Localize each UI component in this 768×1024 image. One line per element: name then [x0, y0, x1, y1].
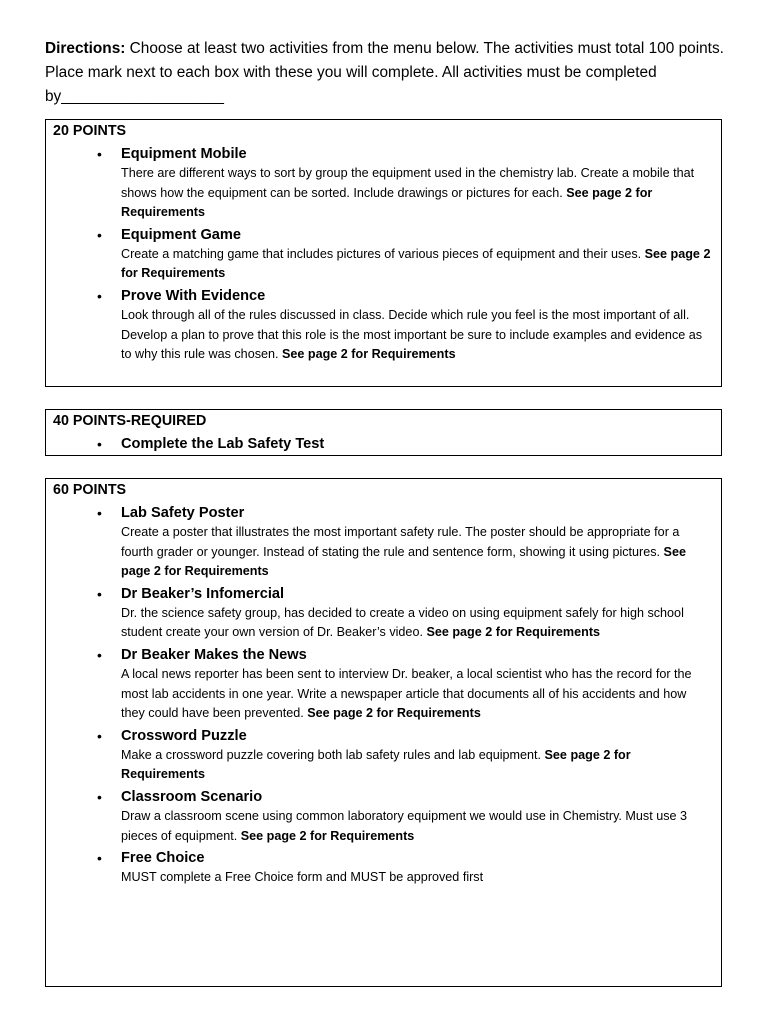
bullet-icon: • [97, 287, 102, 304]
activity-item [46, 787, 721, 846]
requirements-note: See page 2 for Requirements [121, 185, 653, 220]
activity-item [46, 584, 721, 643]
activity-name: Dr Beaker Makes the News [121, 646, 307, 663]
requirements-note: See page 2 for Requirements [240, 828, 415, 843]
activity-name: Crossword Puzzle [121, 727, 247, 744]
activity-description-text: Dr. the science safety group, has decided to create a video on using equipment safely for high school student create your own version of Dr. Beaker’s video. [121, 605, 684, 640]
bullet-icon: • [97, 585, 102, 602]
activity-description-text: MUST complete a Free Choice form and MUST be approved first [121, 870, 484, 885]
requirements-note: See page 2 for Requirements [282, 347, 456, 362]
section-title: 40 POINTS-REQUIRED [53, 413, 207, 429]
activity-name: Complete the Lab Safety Test [121, 436, 325, 452]
activity-item [46, 503, 721, 582]
activity-item [46, 726, 721, 785]
activity-description-text: Create a poster that illustrates the most important safety rule. The poster should be appropriate for a fourth grader or younger. Instead of stating the rule and sentence form, showing it using pictures. [121, 525, 680, 559]
section-60-points [45, 478, 722, 987]
requirements-note: See page 2 for Requirements [307, 706, 481, 721]
bullet-icon: • [97, 226, 102, 243]
activity-name: Equipment Mobile [121, 146, 247, 162]
bullet-icon: • [97, 436, 102, 452]
due-date-blank: ___________________ [61, 88, 224, 105]
activity-item [46, 848, 721, 888]
activity-description [121, 868, 715, 888]
activity-name: Classroom Scenario [121, 788, 263, 805]
activity-list [46, 144, 721, 365]
activity-description-text: Create a matching game that includes pictures of various pieces of equipment and their uses. [121, 246, 645, 261]
directions-paragraph [45, 37, 735, 109]
activity-description [121, 665, 715, 724]
activity-description-text: Make a crossword puzzle covering both lab safety rules and lab equipment. [121, 747, 545, 762]
activity-item [46, 225, 721, 284]
bullet-icon: • [97, 850, 102, 867]
activity-description-text: Draw a classroom scene using common laboratory equipment we would use in Chemistry. Must use 3 pieces of equipment. [121, 808, 688, 843]
activity-item [46, 286, 721, 365]
requirements-note: See page 2 for Requirements [121, 246, 711, 281]
activity-name: Lab Safety Poster [121, 505, 245, 521]
requirements-note: See page 2 for Requirements [121, 544, 686, 579]
activity-description-text: There are different ways to sort by group the equipment used in the chemistry lab. Create a mobile that shows how the equipment can be sorted. Include drawings or pictures for each. [121, 166, 695, 200]
requirements-note: See page 2 for Requirements [121, 747, 631, 782]
activity-name: Equipment Game [121, 226, 242, 243]
activity-item [46, 144, 721, 223]
bullet-icon: • [97, 788, 102, 805]
activity-list [46, 434, 721, 454]
bullet-icon: • [97, 146, 102, 162]
activity-description [121, 245, 715, 284]
bullet-icon: • [97, 646, 102, 663]
activity-description [121, 746, 715, 785]
activity-description [121, 604, 715, 643]
activity-name: Prove With Evidence [121, 287, 266, 304]
section-title: 60 POINTS [53, 482, 127, 498]
activity-item [46, 645, 721, 724]
activity-description [121, 164, 715, 223]
section-title: 20 POINTS [53, 123, 127, 139]
activity-item [46, 434, 721, 454]
bullet-icon: • [97, 727, 102, 744]
activity-name: Dr Beaker’s Infomercial [121, 585, 285, 602]
activity-list [46, 503, 721, 888]
activity-description [121, 523, 715, 582]
requirements-note: See page 2 for Requirements [426, 625, 601, 640]
activity-description-text: Look through all of the rules discussed in class. Decide which rule you feel is the most important of all. Develop a plan to prove that this role is the most important be sure to include examples and evidence as to why this rule was chosen. [121, 307, 703, 362]
activity-description [121, 807, 715, 846]
activity-name: Free Choice [121, 850, 205, 867]
directions-text: Choose at least two activities from the menu below. The activities must total 100 points. Place mark next to each box with these you will complete. All activities must be completed by [45, 40, 724, 105]
section-40-points-required [45, 409, 722, 456]
section-20-points [45, 119, 722, 387]
directions-label: Directions: [45, 40, 126, 57]
activity-description [121, 306, 715, 365]
bullet-icon: • [97, 505, 102, 521]
activity-description-text: A local news reporter has been sent to interview Dr. beaker, a local scientist who has the record for the most lab accidents in one year. Write a newspaper article that documents all of his accidents and how they could have been prevented. [121, 666, 692, 721]
